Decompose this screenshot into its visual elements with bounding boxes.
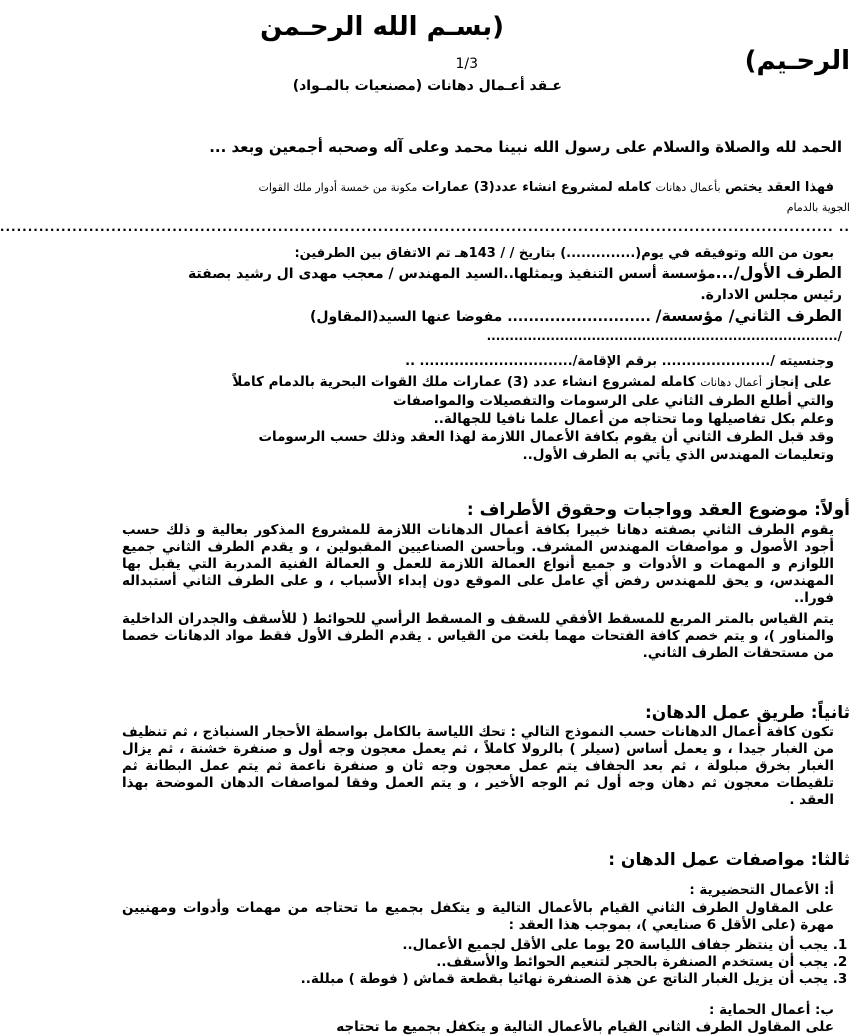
first-party-label: الطرف الأول/... — [715, 263, 842, 282]
first-party-text2: رئيس مجلس الادارة. — [700, 287, 842, 303]
page-number: 1/3 — [455, 56, 478, 72]
section3-sub-b-partial: على المقاول الطرف الثاني القيام بالأعمال التالية و يتكفل بجميع ما تحتاجه — [336, 1019, 834, 1035]
scope-line-c: كامله لمشروع انشاء عدد(3) عمارات — [421, 180, 651, 195]
first-party-text: مؤسسة أسس التنفيذ ويمثلها..السيد المهندس / معجب مهدى ال رشيد بصفتة — [187, 266, 716, 282]
section2-title: ثانياً: طريق عمل الدهان: — [644, 703, 850, 723]
scope-line-b: بأعمال دهانات — [655, 181, 721, 194]
list-item: 1. يجب أن ينتظر جفاف اللياسة 20 يوما على الأقل لجميع الأعمال.. — [116, 937, 828, 954]
section3-list — [116, 937, 850, 988]
agreement-line1-prefix: على إنجاز — [766, 374, 832, 390]
scope-line — [258, 180, 834, 195]
agreement-line1-small: أعمال دهانات — [700, 376, 762, 389]
agreement-line3: وعلم بكل تفاصيلها وما تحتاجه من أعمال علما نافيا للجهالة.. — [433, 411, 834, 427]
agreement-line2: والتي أطلع الطرف الثاني على الرسومات والتفصيلات والمواصفات — [393, 393, 834, 409]
section2-body: تكون كافة أعمال الدهانات حسب النموذج التالي : تحك اللياسة بالكامل بواسطة الأحجار السنباذج ، ثم تنظيف من الغبار جيدا ، و يعمل أساس (سيلر ) بالرولا كاملاً ، ثم يعمل معجون وجه أول و صنفرة خشنة ، ثم يزال الغبار بخرق مبلولة ، ثم بعد الجفاف يتم عمل معجون وجه ثان و صنفرة ناعمة ثم يتم عمل البطانة ثم تلقيطات معجون ثم دهان وجه أول ثم الوجه الأخير ، و يتم العمل وفقا لمواصفات الدهان الموضحة بهذا العقد . — [122, 724, 834, 808]
second-party-label: الطرف الثاني/ مؤسسة/ — [655, 306, 842, 325]
agreement-line1 — [232, 374, 832, 390]
contract-title: عـقد أعـمال دهانات (مصنعيات بالمـواد) — [292, 78, 562, 94]
agreement-line5: وتعليمات المهندس الذي يأتي به الطرف الأول.. — [522, 447, 834, 463]
scope-line-d: مكونة من خمسة أدوار ملك القوات — [258, 181, 418, 194]
section1-body2: يتم القياس بالمتر المربع للمسقط الأفقي للسقف و المسقط الرأسي للحوائط ( للأسقف والجدران الداخلية والمناور )، و يتم خصم كافة الفتحات مهما بلغت من القياس . يقدم الطرف الأول فقط مواد الدهانات خصما من مستحقات الطرف الثاني. — [122, 611, 834, 661]
section3-sub-a-body: على المقاول الطرف الثاني القيام بالأعمال التالية و يتكفل بجميع ما تحتاجه من مهمات وأدوات ومهنيين مهرة (على الأقل 6 صنايعي )، بموجب هذا العقد : — [122, 900, 834, 933]
basmala-part2: الرحـيم) — [744, 46, 850, 76]
second-party — [310, 306, 842, 325]
scope-line-e: الجوية بالدمام — [786, 201, 850, 214]
agreement-line4: وقد قبل الطرف الثاني أن يقوم بكافة الأعمال اللازمة لهذا العقد وذلك حسب الرسومات — [258, 429, 834, 445]
section3-sub-b-title: ب: أعمال الحماية : — [709, 1002, 834, 1018]
scope-line-a: فهذا العقد يختص — [725, 180, 834, 195]
basmala-part1: (بسـم الله الرحـمن — [260, 12, 504, 42]
section1-title: أولاً: موضوع العقد وواجبات وحقوق الأطراف : — [466, 500, 850, 520]
second-party-slash: /............................................................................. — [486, 329, 842, 343]
first-party — [114, 264, 842, 283]
list-item: 3. يجب أن يزيل الغبار الناتج عن هذة الصنفرة نهائيا بقطعة قماش ( فوطة ) مبللة.. — [116, 971, 828, 988]
agreement-line1-rest: كامله لمشروع انشاء عدد (3) عمارات ملك القوات البحرية بالدمام كاملاً — [232, 374, 696, 390]
dotted-line: .. ...................................................................................................................................................... — [0, 220, 850, 234]
nationality-line: وجنسيته /...................... برقم الإقامة/............................... .. — [405, 354, 834, 369]
section1-body: يقوم الطرف الثاني بصفته دهانا خبيرا بكافة أعمال الدهانات اللازمة للمشروع المذكور بعالية و ذلك حسب أجود الأصول و مواصفات المهندس المشرف. وبأحسن الصناعيين المقبولين ، و يقدم الطرف الثاني جميع اللوازم و المهمات و الأدوات و جميع أنواع العمالة اللازمة للعمل و العمالة الفنية المدربة التي يقبل بها المهندس، و يحق للمهندس رفض أي عامل على الموقع دون إبداء الأسباب ، و على الطرف الثاني أستبداله فورا.. — [122, 522, 834, 606]
list-item: 2. يجب أن يستخدم الصنفرة بالحجر لتنعيم الحوائط والأسقف.. — [116, 954, 828, 971]
section3-sub-a-title: أ: الأعمال التحضيرية : — [689, 882, 834, 898]
praise-paragraph: الحمد لله والصلاة والسلام على رسول الله نبينا محمد وعلى آله وصحبه أجمعين وبعد ... — [209, 138, 842, 156]
section3-title: ثالثا: مواصفات عمل الدهان : — [608, 850, 850, 870]
second-party-text: ........................... مفوضا عنها السيد(المقاول) — [309, 309, 651, 325]
agreement-line: بعون من الله وتوفيقه في يوم(..............) بتاريخ / / 143هـ تم الاتفاق بين الطرفين: — [294, 246, 834, 261]
section3-items — [116, 937, 850, 988]
